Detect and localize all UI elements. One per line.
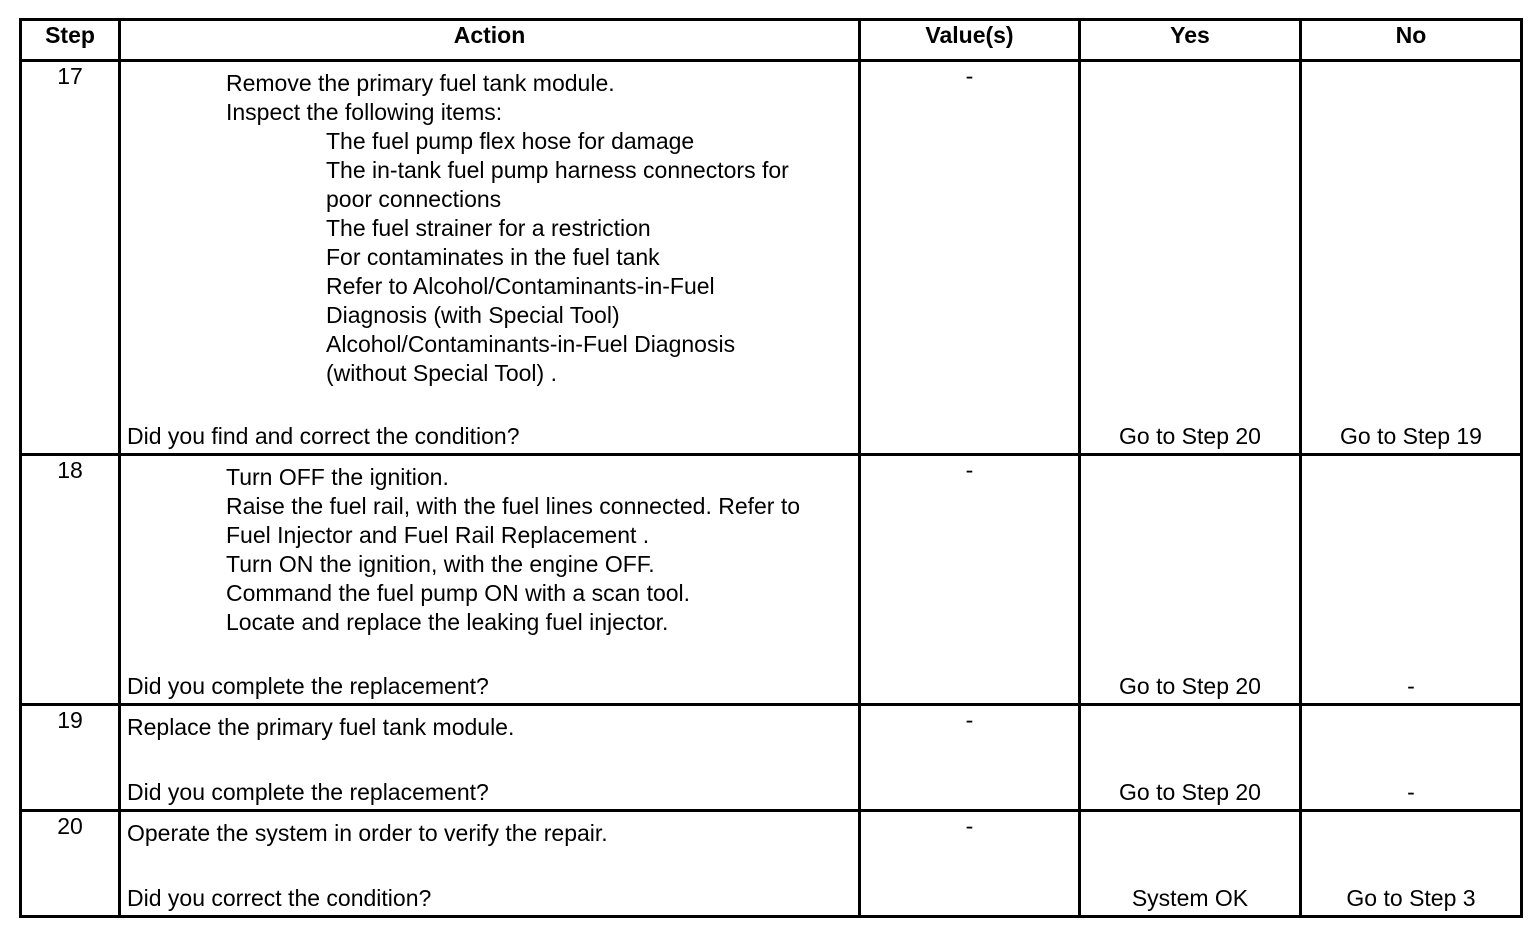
yes-result: System OK	[1131, 885, 1249, 911]
no-result: Go to Step 3	[1346, 885, 1476, 911]
no-cell	[1301, 61, 1522, 455]
action-line: Replace the primary fuel tank module.	[127, 714, 515, 740]
value-cell: -	[860, 705, 1080, 811]
action-cell	[120, 705, 860, 811]
yes-result: Go to Step 20	[1119, 779, 1261, 805]
action-line: Raise the fuel rail, with the fuel lines connected. Refer to	[226, 493, 801, 519]
no-result: Go to Step 19	[1340, 423, 1482, 449]
yes-cell	[1080, 455, 1301, 705]
yes-result: Go to Step 20	[1119, 423, 1261, 449]
header-step: Step	[21, 20, 120, 61]
action-line: Locate and replace the leaking fuel injector.	[226, 609, 669, 635]
step-number: 18	[21, 455, 120, 705]
no-result: -	[1407, 673, 1415, 699]
action-line: Inspect the following items:	[226, 99, 503, 125]
sub-item: Diagnosis (with Special Tool)	[326, 302, 620, 328]
sub-item: The fuel pump flex hose for damage	[326, 128, 695, 154]
value-cell: -	[860, 61, 1080, 455]
question: Did you complete the replacement?	[127, 779, 489, 805]
yes-result: Go to Step 20	[1119, 673, 1261, 699]
sub-item: The fuel strainer for a restriction	[326, 215, 651, 241]
header-yes: Yes	[1080, 20, 1301, 61]
sub-item: (without Special Tool) .	[326, 360, 557, 386]
table-row	[21, 61, 1522, 455]
no-cell	[1301, 811, 1522, 917]
action-list	[226, 463, 852, 637]
action-cell	[120, 811, 860, 917]
header-no: No	[1301, 20, 1522, 61]
header-values: Value(s)	[860, 20, 1080, 61]
action-line: Operate the system in order to verify the repair.	[127, 820, 608, 846]
step-number: 17	[21, 61, 120, 455]
question: Did you find and correct the condition?	[127, 423, 520, 449]
table-row	[21, 811, 1522, 917]
action-cell	[120, 455, 860, 705]
action-line: Turn ON the ignition, with the engine OFF.	[226, 551, 655, 577]
action-line: Command the fuel pump ON with a scan tool.	[226, 580, 691, 606]
question: Did you complete the replacement?	[127, 673, 489, 699]
value-cell: -	[860, 455, 1080, 705]
table-row	[21, 705, 1522, 811]
diagnostic-table	[19, 18, 1523, 918]
sub-item: The in-tank fuel pump harness connectors for	[326, 157, 789, 183]
header-action: Action	[120, 20, 860, 61]
sub-item: Alcohol/Contaminants-in-Fuel Diagnosis	[326, 331, 736, 357]
sub-item: poor connections	[326, 186, 502, 212]
step-number: 20	[21, 811, 120, 917]
action-line: Fuel Injector and Fuel Rail Replacement .	[226, 522, 650, 548]
question: Did you correct the condition?	[127, 885, 432, 911]
step-number: 19	[21, 705, 120, 811]
action-line: Remove the primary fuel tank module.	[226, 70, 615, 96]
yes-cell	[1080, 705, 1301, 811]
action-list	[226, 69, 852, 388]
action-list	[127, 819, 852, 848]
action-list	[127, 713, 852, 742]
no-cell	[1301, 705, 1522, 811]
header-row	[21, 20, 1522, 61]
no-cell	[1301, 455, 1522, 705]
sub-item: For contaminates in the fuel tank	[326, 244, 660, 270]
yes-cell	[1080, 61, 1301, 455]
action-cell	[120, 61, 860, 455]
yes-cell	[1080, 811, 1301, 917]
action-line: Turn OFF the ignition.	[226, 464, 449, 490]
no-result: -	[1407, 779, 1415, 805]
inspection-sub-list	[226, 127, 852, 388]
table-row	[21, 455, 1522, 705]
value-cell: -	[860, 811, 1080, 917]
sub-item: Refer to Alcohol/Contaminants-in-Fuel	[326, 273, 715, 299]
